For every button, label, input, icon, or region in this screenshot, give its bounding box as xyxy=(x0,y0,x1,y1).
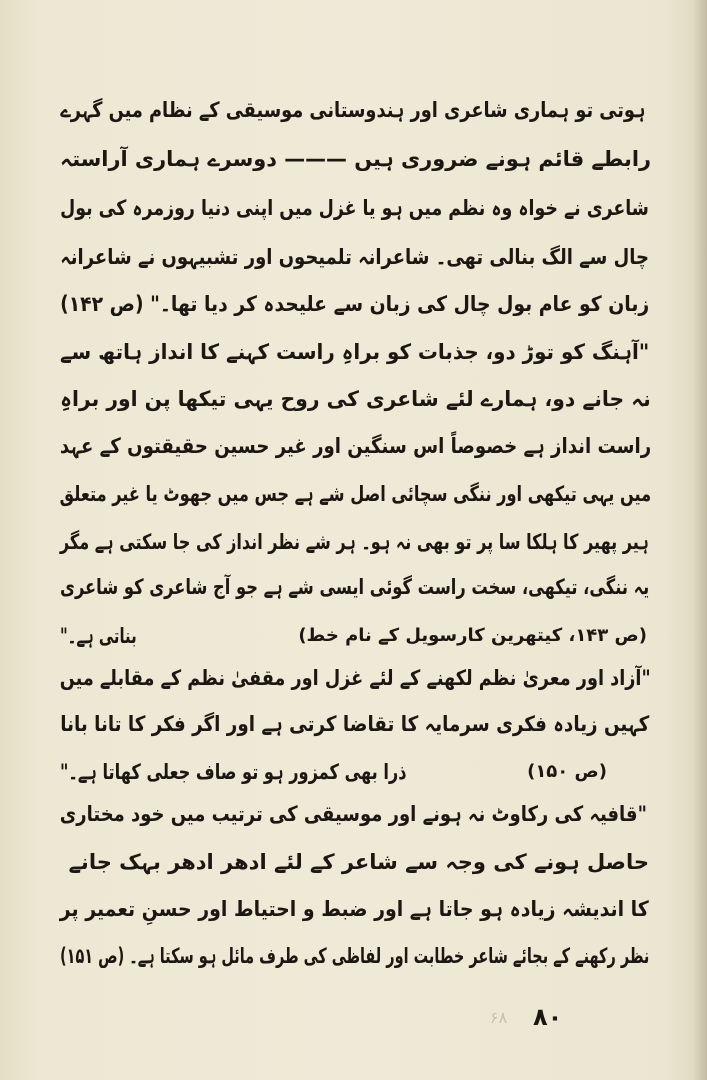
faint-page-number: ۶۸ xyxy=(490,1008,508,1027)
text-line: شاعری نے خواہ وہ نظم میں ہو یا غزل میں اپنی دنیا روزمرہ کی بول xyxy=(60,196,649,220)
text-line: ہیر پھیر کا ہلکا سا پر تو بھی نہ ہو۔ ہر شے نظر انداز کی جا سکتی ہے مگر xyxy=(60,530,649,554)
text-line: کا اندیشہ زیادہ ہو جاتا ہے اور ضبط و احتیاط اور حسنِ تعمیر پر xyxy=(59,897,649,921)
text-line: ہوتی تو ہماری شاعری اور ہندوستانی موسیقی کے نظام میں گہرے xyxy=(59,98,645,122)
text-line: چال سے الگ بنالی تھی۔ شاعرانہ تلمیحوں اور تشبیہوں نے شاعرانہ xyxy=(60,245,649,269)
text-line: "آزاد اور معریٰ نظم لکھنے کے لئے غزل اور مقفیٰ نظم کے مقابلے میں xyxy=(60,666,651,690)
text-line: نظر رکھنے کے بجائے شاعر خطابت اور لفاظی کی طرف مائل ہو سکتا ہے۔ (ص ۱۵۱) xyxy=(59,944,650,968)
citation-ref: (ص ۱۵۰) xyxy=(527,761,607,782)
page-number: ۸۰ xyxy=(533,1003,563,1031)
text-line: ذرا بھی کمزور ہو تو صاف جعلی کھاتا ہے۔" xyxy=(60,760,407,784)
text-line: یہ ننگی، تیکھی، سخت راست گوئی ایسی شے ہے جو آج شاعری کو شاعری xyxy=(59,575,649,599)
text-line: میں یہی تیکھی اور ننگی سچائی اصل شے ہے جس میں جھوٹ یا غیر متعلق xyxy=(59,482,651,506)
text-line: کہیں زیادہ فکری سرمایہ کا تقاضا کرتی ہے اور اگر فکر کا تانا بانا xyxy=(59,712,649,736)
text-line: "آہنگ کو توڑ دو، جذبات کو براہِ راست کہنے کا انداز ہاتھ سے xyxy=(59,340,649,364)
text-line: نہ جانے دو، ہمارے لئے شاعری کی روح یہی تیکھا پن اور براہِ xyxy=(60,387,651,411)
text-line: زبان کو عام بول چال کی زبان سے علیحدہ کر دیا تھا۔" (ص ۱۴۲) xyxy=(59,292,650,316)
citation-ref: (ص ۱۴۳، کیتھرین کارسویل کے نام خط) xyxy=(298,625,647,646)
text-line: راست انداز ہے خصوصاً اس سنگین اور غیر حسین حقیقتوں کے عہد xyxy=(59,434,651,458)
text-line: حاصل ہونے کی وجہ سے شاعر کے لئے ادھر ادھر بہک جانے xyxy=(68,850,649,874)
text-line: "قافیہ کی رکاوٹ نہ ہونے اور موسیقی کی ترتیب میں خود مختاری xyxy=(59,802,647,826)
text-line: رابطے قائم ہونے ضروری ہیں ——— دوسرے ہماری آراستہ xyxy=(59,147,651,171)
text-line: بناتی ہے۔" xyxy=(60,624,137,648)
